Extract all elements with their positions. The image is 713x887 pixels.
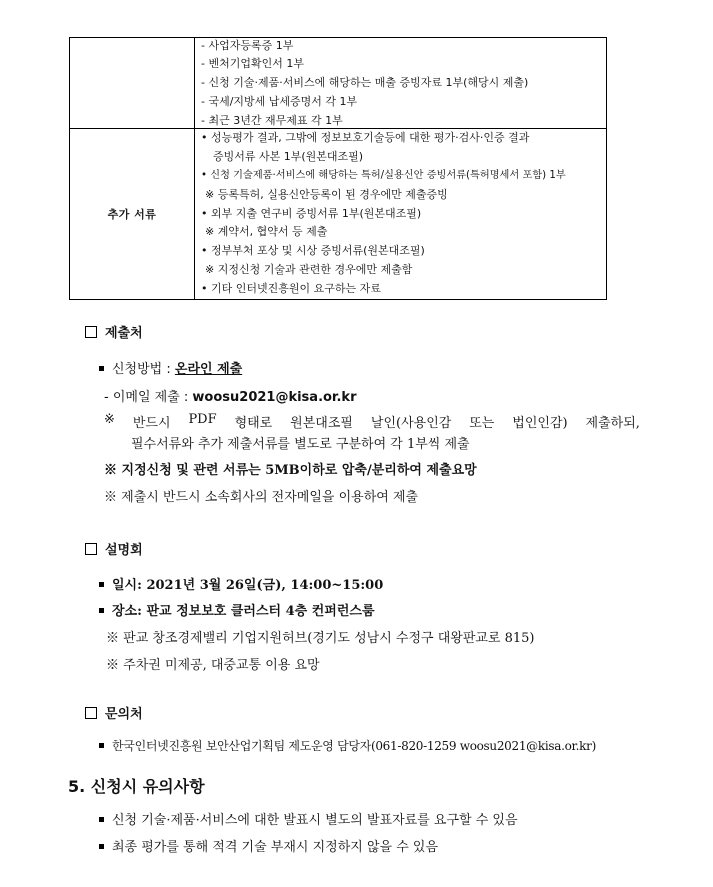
submission-heading (85, 322, 143, 341)
note-word: 제출하되, (585, 416, 640, 431)
note-line-justified (104, 412, 640, 431)
section-5-title: 5. 신청시 유의사항 (68, 777, 205, 796)
briefing-note-2: ※ 주차권 미제공, 대중교통 이용 요망 (106, 658, 320, 673)
list-item: ※ 등록특허, 실용신안등록이 된 경우에만 제출증빙 (205, 187, 448, 201)
submission-email (104, 386, 357, 405)
contact-heading (85, 703, 143, 722)
briefing-note-1: ※ 판교 창조경제밸리 기업지원허브(경기도 성남시 수정구 대왕판교로 815) (106, 631, 535, 646)
section-5-item (99, 809, 518, 828)
method-value: 온라인 제출 (174, 362, 243, 377)
list-item: - 벤처기업확인서 1부 (201, 57, 304, 70)
checkbox-square-icon (85, 707, 97, 719)
square-bullet-icon (99, 743, 104, 748)
list-item: ※ 계약서, 협약서 등 제출 (205, 225, 328, 239)
contact-info (99, 737, 596, 754)
list-item: - 국세/지방세 납세증명서 각 1부 (201, 94, 358, 108)
note-word: 원본대조필 (290, 416, 353, 431)
email-value: woosu2021@kisa.or.kr (192, 390, 357, 405)
briefing-date-text: 일시: 2021년 3월 26일(금), 14:00~15:00 (112, 578, 384, 593)
submission-method (99, 358, 242, 377)
briefing-place-text: 장소: 판교 정보보호 클러스터 4층 컨퍼런스룸 (112, 604, 375, 619)
submission-heading-text: 제출처 (105, 326, 143, 341)
note-word: 반드시 (132, 416, 171, 431)
briefing-heading-text: 설명회 (105, 543, 143, 558)
square-bullet-icon (99, 608, 104, 613)
note-word: 날인(사용인감 (370, 416, 452, 431)
briefing-place (99, 600, 375, 619)
email-label: - 이메일 제출 : (104, 390, 189, 405)
contact-text: 한국인터넷진흥원 보안산업기획팀 제도운영 담당자(061-820-1259 woosu2021@kisa.or.kr) (112, 739, 596, 753)
note-mark: ※ (104, 412, 115, 427)
list-item: ※ 지정신청 기술과 관련한 경우에만 제출함 (205, 262, 413, 276)
note-word: 법인인감) (512, 416, 568, 431)
checkbox-square-icon (85, 326, 97, 338)
list-item: • 정부부처 포상 및 시상 증빙서류(원본대조필) (201, 244, 425, 258)
submission-note-2: ※ 지정신청 및 관련 서류는 5MB이하로 압축/분리하여 제출요망 (104, 463, 477, 478)
submission-note-1-line2: 필수서류와 추가 제출서류를 별도로 구분하여 각 1부씩 제출 (131, 437, 470, 452)
required-documents-table (69, 37, 607, 300)
note-word: 형태로 (234, 416, 273, 431)
list-item: - 최근 3년간 재무제표 각 1부 (201, 114, 343, 128)
additional-docs-label: 추가 서류 (70, 129, 195, 299)
contact-heading-text: 문의처 (105, 707, 143, 722)
list-item: • 성능평가 결과, 그밖에 정보보호기술등에 대한 평가·검사·인증 결과 (201, 131, 530, 145)
square-bullet-icon (99, 844, 104, 849)
table-content-cell (195, 129, 607, 299)
briefing-date (99, 574, 383, 593)
list-item: • 외부 지출 연구비 증빙서류 1부(원본대조필) (201, 206, 422, 220)
table-content-cell (195, 38, 607, 129)
table-label-cell-empty (70, 38, 195, 129)
section-5-item-text: 최종 평가를 통해 적격 기술 부재시 지정하지 않을 수 있음 (112, 840, 439, 855)
list-item: - 사업자등록증 1부 (201, 39, 294, 52)
note-word: PDF (188, 412, 217, 427)
submission-note-1 (104, 412, 640, 431)
table-row (70, 129, 607, 299)
briefing-heading (85, 539, 143, 558)
checkbox-square-icon (85, 543, 97, 555)
square-bullet-icon (99, 582, 104, 587)
method-label: 신청방법 : (112, 362, 171, 377)
section-5-item-text: 신청 기술·제품·서비스에 대한 발표시 별도의 발표자료를 요구할 수 있음 (112, 813, 518, 828)
note-word: 또는 (469, 416, 495, 431)
list-item: • 신청 기술제품·서비스에 해당하는 특허/실용신안 증빙서류(특허명세서 포함) 1부 (201, 169, 566, 181)
list-item: • 기타 인터넷진흥원이 요구하는 자료 (201, 281, 381, 295)
list-item: - 신청 기술·제품·서비스에 해당하는 매출 증빙자료 1부(해당시 제출) (201, 75, 529, 89)
square-bullet-icon (99, 817, 104, 822)
section-5-item (99, 836, 438, 855)
submission-note-3: ※ 제출시 반드시 소속회사의 전자메일을 이용하여 제출 (104, 490, 419, 505)
list-item: 증빙서류 사본 1부(원본대조필) (213, 150, 364, 164)
square-bullet-icon (99, 366, 104, 371)
table-row (70, 38, 607, 129)
